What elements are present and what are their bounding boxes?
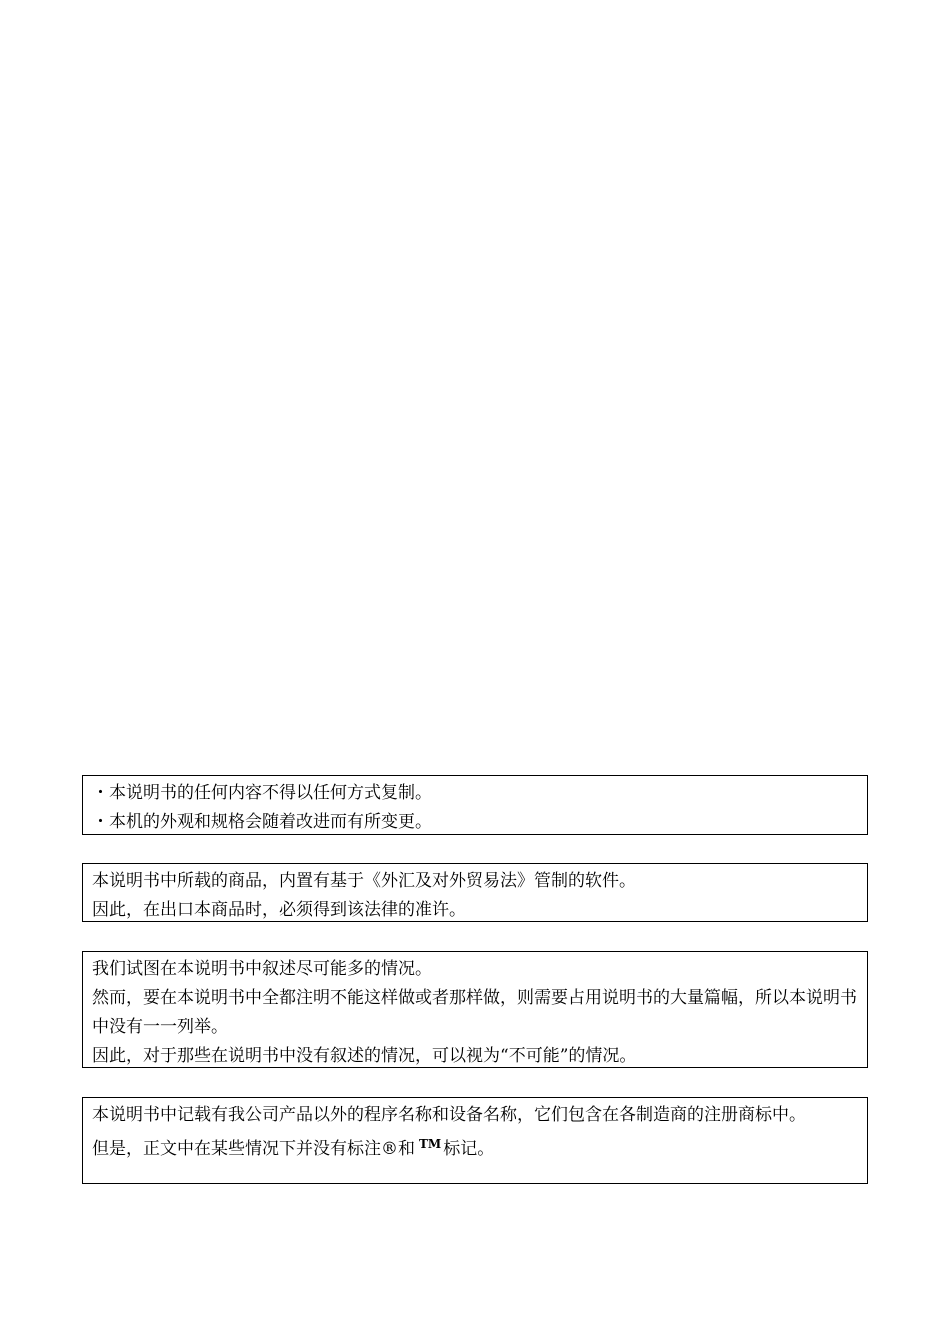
trademark-marking-suffix: 标记。 (443, 1139, 495, 1159)
scope-notice-box (82, 951, 868, 1068)
export-permission-notice-line: 因此，在出口本商品时，必须得到该法律的准许。 (92, 900, 466, 920)
scope-conclusion-line: 因此，对于那些在说明书中没有叙述的情况，可以视为“不可能”的情况。 (92, 1046, 637, 1066)
trademark-marking-line (92, 1130, 859, 1164)
trademark-marking-prefix: 但是，正文中在某些情况下并没有标注®和 (92, 1139, 415, 1159)
specification-change-notice-line: ・本机的外观和规格会随着改进而有所变更。 (92, 812, 432, 832)
trademark-notice-line: 本说明书中记载有我公司产品以外的程序名称和设备名称，它们包含在各制造商的注册商标中。 (92, 1105, 806, 1125)
export-law-notice-line: 本说明书中所载的商品，内置有基于《外汇及对外贸易法》管制的软件。 (92, 871, 636, 891)
copyright-notice-box (82, 775, 868, 835)
scope-limitation-line: 然而，要在本说明书中全都注明不能这样做或者那样做，则需要占用说明书的大量篇幅，所以本说明书中没有一一列举。 (92, 988, 857, 1037)
trademark-notice-box (82, 1097, 868, 1184)
export-notice-box (82, 863, 868, 922)
trademark-symbol: TM (419, 1137, 442, 1151)
scope-intro-line: 我们试图在本说明书中叙述尽可能多的情况。 (92, 959, 432, 979)
copyright-notice-line: ・本说明书的任何内容不得以任何方式复制。 (92, 783, 432, 803)
